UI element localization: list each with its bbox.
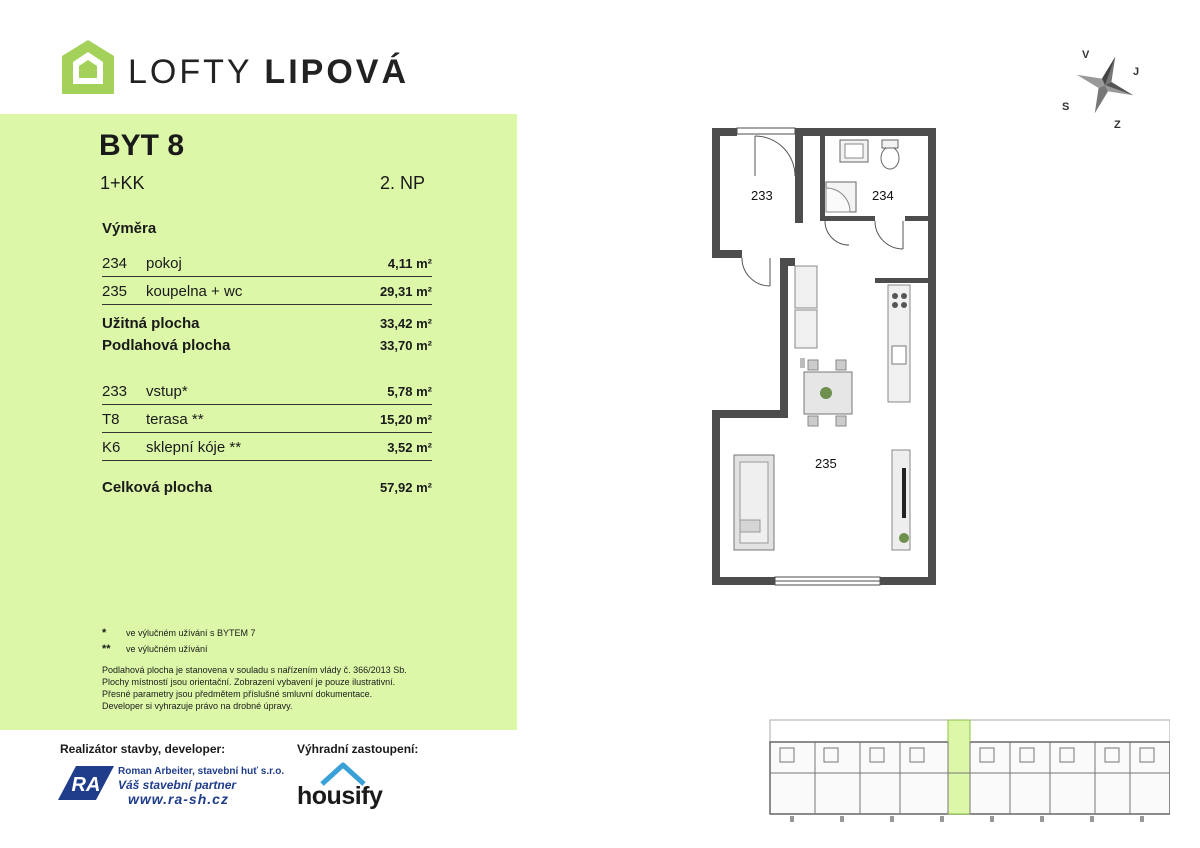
developer-heading: Realizátor stavby, developer: <box>60 742 226 756</box>
room-label-234: 234 <box>872 188 894 203</box>
footnote-mark: * <box>102 627 107 639</box>
room-number: 235 <box>102 283 128 300</box>
disclaimer-line: Plochy místností jsou orientační. Zobrazení vybavení je pouze ilustrativní. <box>102 677 396 687</box>
ra-logo-icon <box>58 764 114 802</box>
room-number: 233 <box>102 383 128 400</box>
developer-company: Roman Arbeiter, stavební huť s.r.o. <box>118 766 285 777</box>
disclaimer-line: Přesné parametry jsou předmětem příslušné smluvní dokumentace. <box>102 689 373 699</box>
building-key-plan <box>760 718 1170 824</box>
footnote <box>102 627 402 639</box>
room-area: 5,78 m² <box>387 384 432 399</box>
room-area: 4,11 m² <box>387 256 432 271</box>
total-label: Podlahová plocha <box>102 337 231 354</box>
room-number: K6 <box>102 439 121 456</box>
area-row <box>102 380 432 405</box>
disclaimer <box>102 664 407 712</box>
area-row <box>102 280 432 305</box>
disclaimer-line: Podlahová plocha je stanovena v souladu s nařízením vlády č. 366/2013 Sb. <box>102 665 407 675</box>
grand-total <box>102 477 432 499</box>
compass-s: S <box>1062 101 1070 113</box>
developer-slogan: Váš stavební partner <box>118 778 237 792</box>
ra-logo-text: RA <box>71 774 101 796</box>
footnote-text: ve výlučném užívání s BYTEM 7 <box>126 628 256 638</box>
area-row <box>102 436 432 461</box>
representation-heading: Výhradní zastoupení: <box>297 742 419 756</box>
room-label-235: 235 <box>815 456 837 471</box>
footnote-text: ve výlučném užívání <box>126 644 208 654</box>
floor-area-total <box>102 335 432 357</box>
grand-total-label: Celková plocha <box>102 479 213 496</box>
compass-v: V <box>1082 49 1090 61</box>
room-label: pokoj <box>146 255 182 272</box>
area-row <box>102 408 432 433</box>
total-value: 33,42 m² <box>379 316 432 331</box>
room-area: 15,20 m² <box>379 412 432 427</box>
unit-floor: 2. NP <box>380 173 426 193</box>
disclaimer-line: Developer si vyhrazuje právo na drobné úpravy. <box>102 701 293 711</box>
room-number: T8 <box>102 411 120 428</box>
room-number: 234 <box>102 255 128 272</box>
unit-title: BYT 8 <box>99 129 185 162</box>
total-value: 33,70 m² <box>379 338 432 353</box>
room-label: vstup* <box>146 383 188 400</box>
brand-title <box>128 52 409 92</box>
total-label: Užitná plocha <box>102 315 200 332</box>
footnote <box>102 643 402 655</box>
compass-z: Z <box>1114 119 1121 130</box>
brand-bold: LIPOVÁ <box>264 53 409 91</box>
compass-rose-icon <box>1060 40 1150 130</box>
room-area: 29,31 m² <box>379 284 432 299</box>
usable-area-total <box>102 313 432 335</box>
room-label: terasa ** <box>146 411 204 428</box>
compass-j: J <box>1133 66 1140 78</box>
room-label: sklepní kóje ** <box>146 439 242 456</box>
room-label-233: 233 <box>751 188 773 203</box>
developer-website-link[interactable]: www.ra-sh.cz <box>128 791 229 807</box>
area-row <box>102 252 432 277</box>
floor-plan <box>700 110 950 600</box>
grand-total-value: 57,92 m² <box>379 480 432 495</box>
footnote-mark: ** <box>102 643 111 655</box>
leaf-house-logo-icon <box>58 38 118 98</box>
room-area: 3,52 m² <box>387 440 432 455</box>
room-label: koupelna + wc <box>146 283 243 300</box>
area-heading: Výměra <box>102 220 157 237</box>
housify-brand: housify <box>297 782 383 810</box>
unit-type: 1+KK <box>100 173 145 193</box>
brand-light: LOFTY <box>128 53 252 91</box>
floor-plan-drawing <box>700 110 950 600</box>
